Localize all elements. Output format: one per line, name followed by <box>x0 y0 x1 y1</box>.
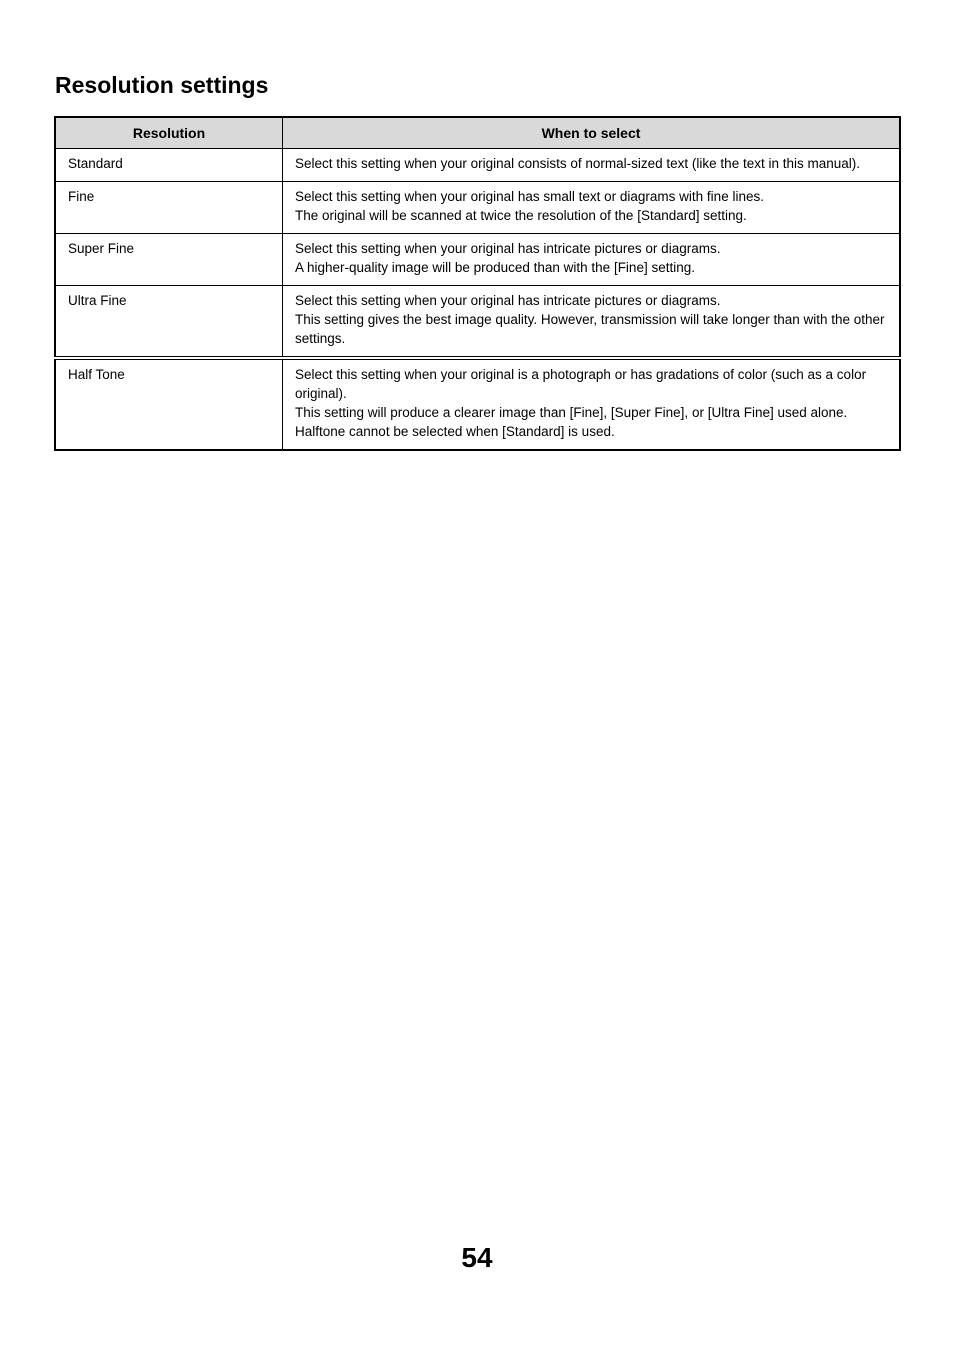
resolution-table <box>54 116 901 451</box>
description-line: The original will be scanned at twice the resolution of the [Standard] setting. <box>295 208 747 223</box>
resolution-name: Ultra Fine <box>55 286 283 359</box>
resolution-description <box>283 234 901 286</box>
table-row <box>55 358 900 450</box>
description-line: Select this setting when your original consists of normal-sized text (like the text in this manual). <box>295 156 861 171</box>
resolution-name: Fine <box>55 182 283 234</box>
resolution-name: Standard <box>55 149 283 182</box>
description-line: Select this setting when your original has small text or diagrams with fine lines. <box>295 189 764 204</box>
header-resolution: Resolution <box>55 117 283 149</box>
resolution-description <box>283 149 901 182</box>
description-line: Select this setting when your original has intricate pictures or diagrams. <box>295 241 721 256</box>
description-line: Halftone cannot be selected when [Standard] is used. <box>295 424 615 439</box>
description-line: Select this setting when your original is a photograph or has gradations of color (such as a color original). <box>295 367 867 401</box>
resolution-description <box>283 286 901 359</box>
table-row <box>55 182 900 234</box>
description-line: This setting gives the best image quality. However, transmission will take longer than with the other settings. <box>295 312 885 346</box>
resolution-description <box>283 182 901 234</box>
description-line: This setting will produce a clearer image than [Fine], [Super Fine], or [Ultra Fine] used alone. <box>295 405 848 420</box>
header-when-to-select: When to select <box>283 117 901 149</box>
resolution-name: Super Fine <box>55 234 283 286</box>
table-row <box>55 149 900 182</box>
table-row <box>55 286 900 359</box>
resolution-description <box>283 358 901 450</box>
table-row <box>55 234 900 286</box>
resolution-name: Half Tone <box>55 358 283 450</box>
table-header-row <box>55 117 900 149</box>
description-line: Select this setting when your original has intricate pictures or diagrams. <box>295 293 721 308</box>
description-line: A higher-quality image will be produced than with the [Fine] setting. <box>295 260 695 275</box>
page-number: 54 <box>461 1242 493 1273</box>
page-title: Resolution settings <box>55 72 269 98</box>
